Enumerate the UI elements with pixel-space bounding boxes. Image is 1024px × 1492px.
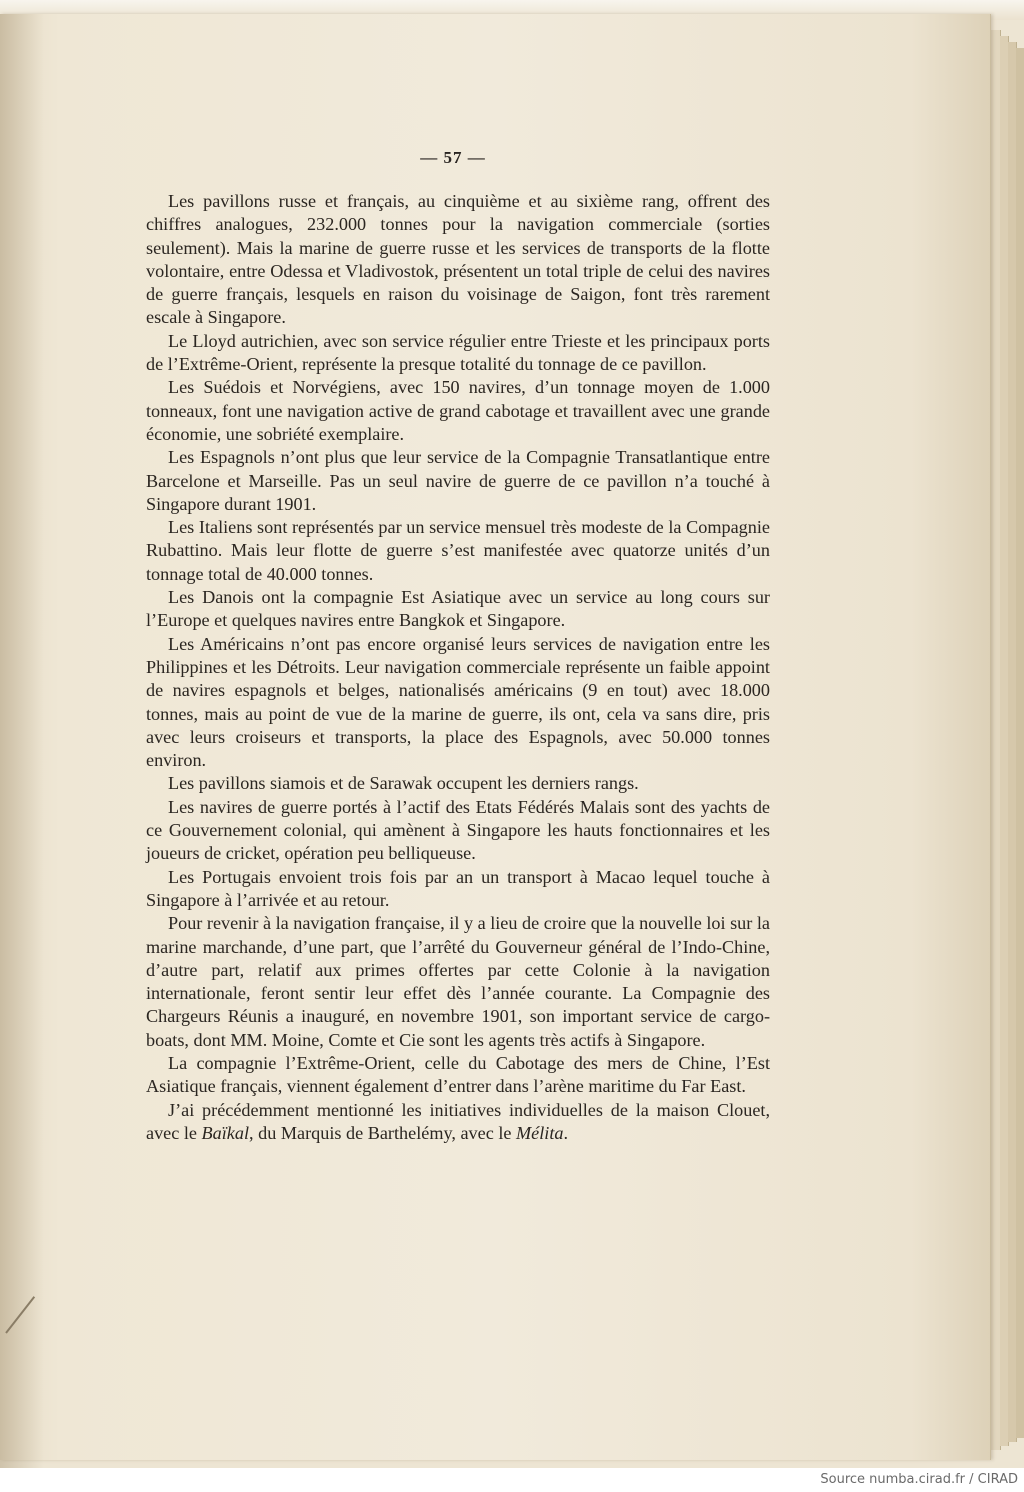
last-paragraph-middle: , du Marquis de Barthelémy, avec le bbox=[249, 1122, 517, 1143]
last-paragraph bbox=[146, 1099, 770, 1146]
ship-name-melita: Mélita bbox=[516, 1122, 564, 1143]
paragraph: Les Portugais envoient trois fois par an un transport à Macao lequel touche à Singapore à l’arrivée et au retour. bbox=[146, 866, 770, 910]
source-credit: Source numba.cirad.fr / CIRAD bbox=[820, 1472, 1018, 1487]
page-number: — 57 — bbox=[420, 148, 486, 167]
paragraph: Pour revenir à la navigation française, il y a lieu de croire que la nouvelle loi sur la marine marchande, d’une part, que l’arrêté du Gouverneur général de l’Indo-Chine, d’autre part, relatif aux primes offertes par cette Colonie à la navigation internationale, feront sentir leur effet dès l’année courante. La Compagnie des Chargeurs Réunis a inauguré, en novembre 1901, son important service de cargo-boats, dont MM. Moine, Comte et Cie sont les agents très actifs à Singapore. bbox=[146, 913, 770, 1050]
book-page bbox=[0, 14, 991, 1460]
paragraph: Les pavillons siamois et de Sarawak occupent les derniers rangs. bbox=[168, 773, 639, 794]
paragraph: Les pavillons russe et français, au cinquième et au sixième rang, offrent des chiffres analogues, 232.000 tonnes pour la navigation commerciale (sorties seulement). Mais la marine de guerre russe et les services de transports de la flotte volontaire, entre Odessa et Vladivostok, présentent un total triple de celui des navires de guerre français, lesquels en raison du voisinage de Saigon, font très rarement escale à Singapore. bbox=[146, 191, 770, 328]
body-text bbox=[146, 190, 770, 1145]
paragraph: Les Danois ont la compagnie Est Asiatique avec un service au long cours sur l’Europe et quelques navires entre Bangkok et Singapore. bbox=[146, 587, 770, 631]
paragraph: Les Espagnols n’ont plus que leur service de la Compagnie Transatlantique entre Barcelone et Marseille. Pas un seul navire de guerre de ce pavillon n’a touché à Singapore durant 1901. bbox=[146, 447, 770, 514]
paragraph: Les Américains n’ont pas encore organisé leurs services de navigation entre les Philippines et les Détroits. Leur navigation commerciale représente un faible appoint de navires espagnols et belges, nationalisés américains (9 en tout) avec 18.000 tonnes, mais au point de vue de la marine de guerre, ils ont, cela va sans dire, pris avec leurs croiseurs et transports, la place des Espagnols, avec 50.000 tonnes environ. bbox=[146, 633, 770, 771]
paragraph: Les navires de guerre portés à l’actif des Etats Fédérés Malais sont des yachts de ce Gouvernement colonial, qui amènent à Singapore les hauts fonctionnaires et les joueurs de cricket, opération peu belliqueuse. bbox=[146, 796, 770, 864]
paragraph: La compagnie l’Extrême-Orient, celle du Cabotage des mers de Chine, l’Est Asiatique français, viennent également d’entrer dans l’arène maritime du Far East. bbox=[146, 1052, 770, 1097]
last-paragraph-end: . bbox=[563, 1122, 569, 1143]
ship-name-baikal: Baïkal bbox=[201, 1122, 250, 1143]
last-paragraph-intro: J’ai précédemment mentionné les initiatives individuelles de la maison Clouet, avec le bbox=[146, 1099, 770, 1143]
paragraph: Les Suédois et Norvégiens, avec 150 navires, d’un tonnage moyen de 1.000 tonneaux, font une navigation active de grand cabotage et travaillent avec une grande économie, une sobriété exemplaire. bbox=[146, 377, 770, 444]
binding-shadow bbox=[0, 14, 44, 1468]
paragraph: Le Lloyd autrichien, avec son service régulier entre Trieste et les principaux ports de l’Extrême-Orient, représente la presque totalité du tonnage de ce pavillon. bbox=[146, 330, 770, 375]
page-stack-edge bbox=[1016, 48, 1024, 1438]
paragraph: Les Italiens sont représentés par un service mensuel très modeste de la Compagnie Rubattino. Mais leur flotte de guerre s’est manifestée avec quatorze unités d’un tonnage total de 40.000 tonnes. bbox=[146, 517, 770, 584]
